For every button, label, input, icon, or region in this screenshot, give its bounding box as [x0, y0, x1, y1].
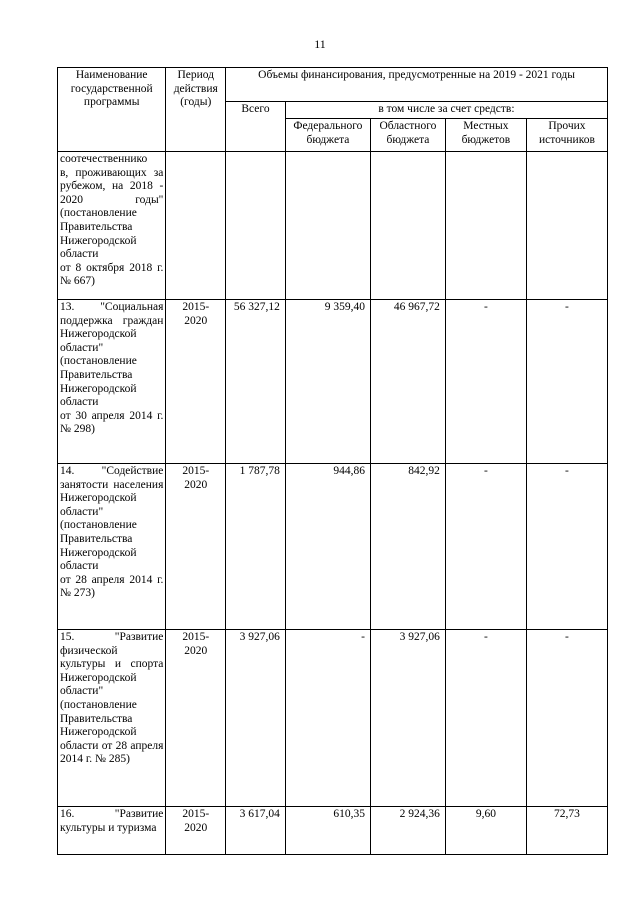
header-other: Прочих источников — [526, 119, 607, 152]
local-cell: - — [445, 464, 526, 630]
total-cell — [226, 152, 286, 300]
regional-cell: 2 924,36 — [370, 807, 445, 855]
total-cell: 3 927,06 — [226, 630, 286, 807]
header-regional: Областного бюджета — [370, 119, 445, 152]
table-row — [58, 300, 608, 464]
table-row — [58, 807, 608, 855]
other-cell: - — [526, 300, 607, 464]
regional-cell: 46 967,72 — [370, 300, 445, 464]
local-cell: 9,60 — [445, 807, 526, 855]
period-cell: 2015- 2020 — [166, 300, 226, 464]
financing-table — [57, 67, 608, 855]
total-cell: 1 787,78 — [226, 464, 286, 630]
program-name: соотечественнико в, проживающих за рубежом, на 2018 - 2020 годы" (постановление Правительства Нижегородской области от 8 октября 2018 г. № 667) — [58, 152, 166, 300]
period-cell: 2015- 2020 — [166, 464, 226, 630]
federal-cell: - — [285, 630, 370, 807]
other-cell — [526, 152, 607, 300]
period-cell — [166, 152, 226, 300]
federal-cell: 944,86 — [285, 464, 370, 630]
program-name: 15. "Развитие физической культуры и спорта Нижегородской области" (постановление Правительства Нижегородской области от 28 апреля 2014 г. № 285) — [58, 630, 166, 807]
program-name: 16. "Развитие культуры и туризма — [58, 807, 166, 855]
header-federal: Федерального бюджета — [285, 119, 370, 152]
header-financing-volumes: Объемы финансирования, предусмотренные на 2019 - 2021 годы — [226, 68, 608, 102]
local-cell — [445, 152, 526, 300]
local-cell: - — [445, 300, 526, 464]
page-number: 11 — [314, 37, 326, 51]
federal-cell: 610,35 — [285, 807, 370, 855]
header-period: Период действия (годы) — [166, 68, 226, 152]
table-row — [58, 464, 608, 630]
regional-cell: 842,92 — [370, 464, 445, 630]
regional-cell: 3 927,06 — [370, 630, 445, 807]
period-cell: 2015- 2020 — [166, 630, 226, 807]
local-cell: - — [445, 630, 526, 807]
header-program-name: Наименование государственной программы — [58, 68, 166, 152]
other-cell: 72,73 — [526, 807, 607, 855]
federal-cell — [285, 152, 370, 300]
period-cell: 2015- 2020 — [166, 807, 226, 855]
other-cell: - — [526, 464, 607, 630]
table-row — [58, 152, 608, 300]
header-total: Всего — [226, 102, 286, 152]
program-name: 13. "Социальная поддержка граждан Нижегородской области" (постановление Правительства Нижегородской области от 30 апреля 2014 г. № 298) — [58, 300, 166, 464]
other-cell: - — [526, 630, 607, 807]
program-name: 14. "Содействие занятости населения Нижегородской области" (постановление Правительства Нижегородской области от 28 апреля 2014 г. № 273) — [58, 464, 166, 630]
header-including: в том числе за счет средств: — [285, 102, 607, 119]
total-cell: 56 327,12 — [226, 300, 286, 464]
total-cell: 3 617,04 — [226, 807, 286, 855]
federal-cell: 9 359,40 — [285, 300, 370, 464]
header-local: Местных бюджетов — [445, 119, 526, 152]
regional-cell — [370, 152, 445, 300]
table-row — [58, 630, 608, 807]
